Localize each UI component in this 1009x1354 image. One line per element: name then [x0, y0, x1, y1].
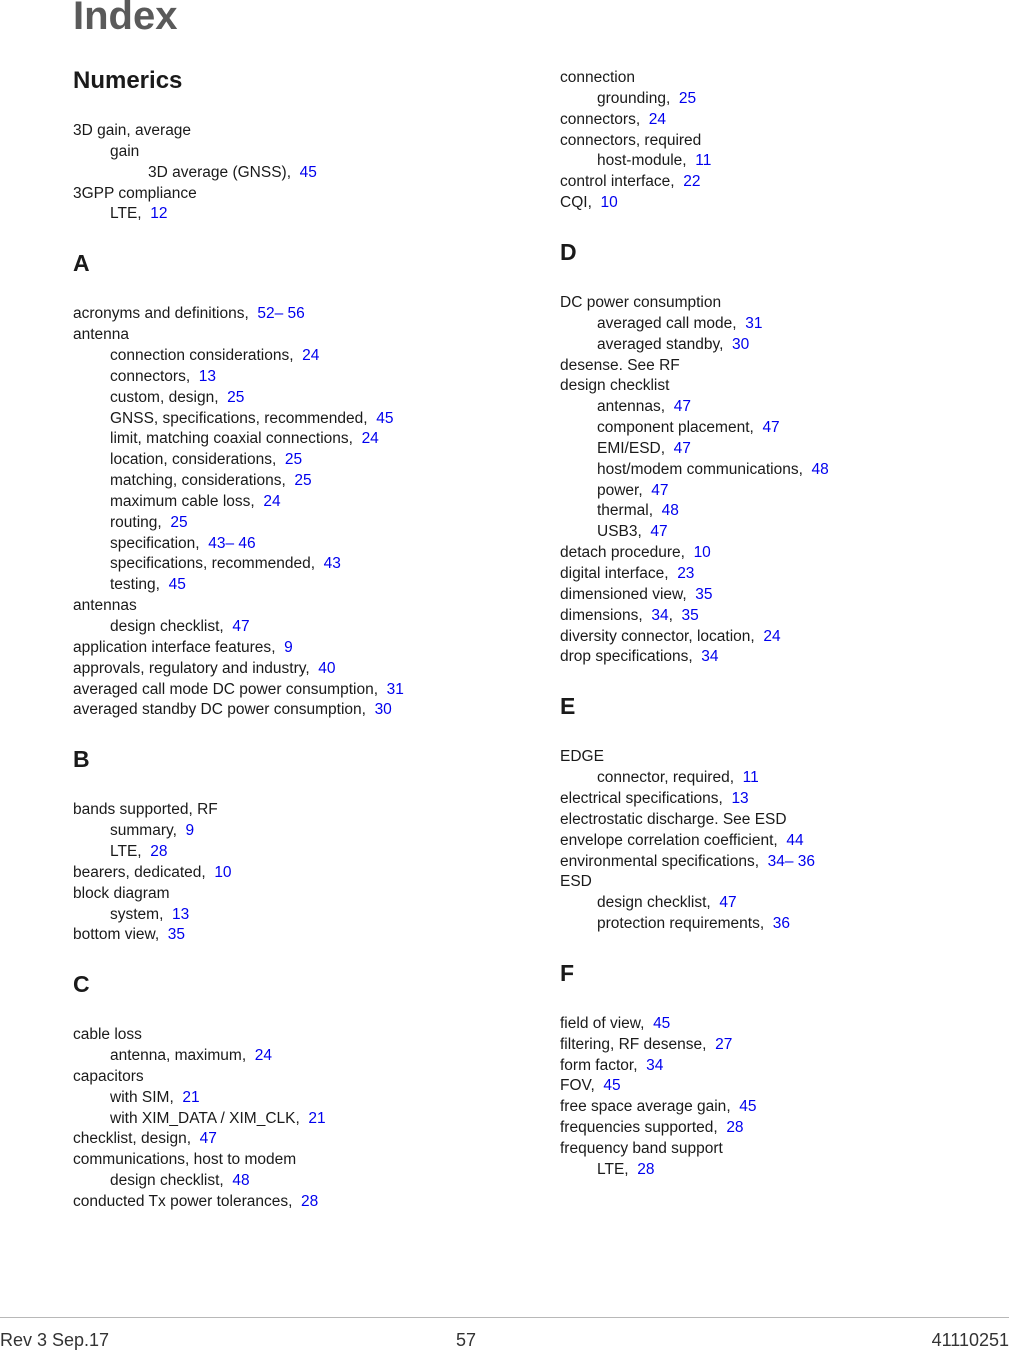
index-term: summary — [110, 822, 173, 840]
index-entry — [560, 376, 669, 396]
index-entry: acronyms and definitions, 52– 56 — [73, 305, 305, 323]
index-entry: specifications, recommended, 43 — [110, 555, 341, 573]
index-term: with SIM — [110, 1088, 170, 1106]
index-term: system — [110, 905, 160, 923]
page-link[interactable]: 30 — [374, 701, 392, 719]
index-term: electrostatic discharge. See ESD — [560, 810, 787, 828]
page-link[interactable]: 45 — [299, 163, 317, 181]
index-term: FOV — [560, 1077, 591, 1095]
page-link[interactable]: 45 — [603, 1077, 621, 1095]
index-term: environmental specifications — [560, 852, 755, 870]
index-entry: LTE, 12 — [110, 205, 168, 223]
index-term: LTE — [110, 205, 138, 223]
index-term: acronyms and definitions — [73, 305, 245, 323]
index-entry: maximum cable loss, 24 — [110, 492, 281, 510]
index-entry: dimensioned view, 35 — [560, 585, 713, 603]
page-link[interactable]: 28 — [637, 1160, 655, 1178]
index-term: antenna — [73, 326, 130, 344]
page-link[interactable]: 34– 36 — [767, 852, 816, 870]
index-term: CQI — [560, 194, 588, 212]
page-link[interactable]: 47 — [199, 1130, 217, 1148]
page-link[interactable]: 24 — [254, 1047, 272, 1065]
index-entry: testing, 45 — [110, 576, 186, 594]
index-entry: custom, design, 25 — [110, 388, 245, 406]
index-entry: bottom view, 35 — [73, 926, 186, 944]
index-entry: environmental specifications, 34– 36 — [560, 852, 816, 870]
page-link[interactable]: 11 — [695, 152, 712, 170]
index-term: bearers, dedicated — [73, 863, 202, 881]
index-entry: limit, matching coaxial connections, 24 — [110, 430, 379, 448]
index-entry: GNSS, specifications, recommended, 45 — [110, 409, 394, 427]
page-link[interactable]: 28 — [726, 1119, 744, 1137]
index-entry: averaged standby DC power consumption, 30 — [73, 701, 392, 719]
page-link[interactable]: 25 — [284, 451, 303, 469]
index-term: conducted Tx power tolerances — [73, 1193, 289, 1210]
index-term: digital interface — [560, 565, 665, 582]
index-term: block diagram — [73, 884, 170, 902]
index-entry: antennas, 47 — [597, 398, 691, 416]
index-term: connector, required — [597, 769, 730, 787]
index-entry: EMI/ESD, 47 — [597, 439, 691, 457]
index-term: drop specifications — [560, 648, 689, 666]
index-letter-heading: E — [560, 693, 576, 720]
index-entry: diversity connector, location, 24 — [560, 627, 781, 645]
index-entry: USB3, 47 — [597, 523, 668, 541]
index-term: field of view — [560, 1014, 641, 1032]
index-term: specifications, recommended — [110, 555, 311, 573]
footer-divider — [0, 1317, 1009, 1318]
page-link[interactable]: 47 — [651, 481, 669, 499]
index-term: routing — [110, 513, 158, 531]
index-entry: location, considerations, 25 — [110, 451, 303, 469]
index-letter-heading: C — [73, 971, 90, 998]
index-term: limit, matching coaxial connections — [110, 430, 349, 448]
index-entry — [560, 68, 635, 88]
page-link[interactable]: 9 — [185, 822, 195, 840]
index-term: antennas — [73, 597, 137, 615]
page-link[interactable]: 11 — [742, 769, 759, 787]
index-letter-heading: B — [73, 746, 90, 773]
index-entry: host/modem communications, 48 — [597, 460, 829, 478]
index-term: design checklist — [110, 1172, 220, 1190]
index-term: free space average gain — [560, 1098, 727, 1116]
index-entry — [73, 142, 139, 162]
index-entry: design checklist, 47 — [597, 894, 737, 912]
index-term: checklist, design — [73, 1130, 187, 1148]
page-link[interactable]: 10 — [693, 544, 711, 562]
page-link[interactable]: 45 — [653, 1014, 671, 1032]
index-entry — [560, 747, 604, 767]
index-term: electrical specifications — [560, 789, 719, 807]
index-entry: connectors, 13 — [110, 367, 216, 385]
index-term: antennas — [597, 398, 661, 416]
index-term: host/modem communications — [597, 460, 799, 478]
index-term: design checklist — [560, 377, 670, 395]
index-term: ESD — [560, 873, 592, 891]
index-term: testing — [110, 576, 156, 594]
page-link[interactable]: 36 — [772, 915, 791, 933]
index-term: protection requirements — [597, 915, 760, 933]
page-link[interactable]: 24 — [263, 492, 281, 510]
index-entry: grounding, 25 — [597, 89, 697, 107]
page-link[interactable]: 48 — [811, 460, 829, 478]
page-link[interactable]: 22 — [683, 173, 701, 191]
page-link[interactable]: 25 — [170, 513, 188, 531]
index-entry: drop specifications, 34 — [560, 648, 719, 666]
index-term: maximum cable loss — [110, 492, 251, 510]
index-term: EMI/ESD — [597, 439, 661, 457]
index-entry: form factor, 34 — [560, 1056, 664, 1074]
index-entry: with XIM_DATA / XIM_CLK, 21 — [110, 1109, 326, 1127]
index-term: connectors — [110, 367, 186, 385]
index-letter-heading: D — [560, 238, 577, 265]
page-link[interactable]: 24 — [648, 110, 666, 128]
index-term: control interface — [560, 173, 671, 191]
index-term: grounding — [597, 89, 666, 107]
page-link[interactable]: 13 — [172, 905, 190, 923]
page-link[interactable]: 25 — [294, 472, 312, 490]
index-entry: 3D average (GNSS), 45 — [148, 163, 317, 181]
index-entry: design checklist, 48 — [110, 1172, 250, 1190]
index-entry: field of view, 45 — [560, 1014, 671, 1032]
index-term: connectors — [560, 110, 636, 128]
index-term: thermal — [597, 502, 649, 520]
index-entry — [560, 872, 592, 892]
page-link[interactable]: 48 — [661, 502, 679, 520]
index-term: approvals, regulatory and industry — [73, 659, 306, 677]
index-entry: summary, 9 — [110, 822, 195, 840]
index-entry: bearers, dedicated, 10 — [73, 863, 232, 881]
page-link[interactable]: 10 — [600, 194, 618, 212]
index-term: specification — [110, 534, 196, 552]
index-entry: system, 13 — [110, 905, 190, 923]
index-entry: filtering, RF desense, 27 — [560, 1035, 733, 1053]
page-link[interactable]: 43– 46 — [208, 534, 256, 552]
page-link[interactable]: 24 — [302, 346, 320, 364]
page-link[interactable]: 35 — [681, 606, 699, 624]
index-term: bottom view — [73, 926, 155, 944]
index-term: antenna, maximum — [110, 1047, 242, 1065]
index-entry: connector, required, 11 — [597, 769, 759, 787]
footer-page-number: 57 — [456, 1330, 477, 1350]
page-link[interactable]: 21 — [182, 1088, 200, 1106]
index-term: LTE — [110, 842, 138, 860]
index-entry — [73, 121, 191, 141]
page-link[interactable]: 34 — [646, 1056, 664, 1074]
footer-revision: Rev 3 Sep.17 — [0, 1330, 110, 1350]
index-entry: CQI, 10 — [560, 194, 618, 212]
index-entry: approvals, regulatory and industry, 40 — [73, 659, 336, 677]
index-term: matching, considerations — [110, 472, 282, 490]
index-term: dimensioned view — [560, 585, 683, 603]
index-term: averaged call mode DC power consumption — [73, 680, 374, 698]
index-entry: electrical specifications, 13 — [560, 789, 749, 807]
index-entry — [560, 356, 680, 376]
index-entry: power, 47 — [597, 481, 669, 499]
index-entry — [560, 293, 721, 313]
index-term: design checklist — [597, 894, 707, 912]
index-term: cable loss — [73, 1026, 142, 1044]
index-entry: application interface features, 9 — [73, 638, 293, 656]
page-link[interactable]: 45 — [376, 409, 394, 427]
index-term: connectors, required — [560, 131, 702, 149]
index-term: form factor — [560, 1056, 634, 1074]
index-term: bands supported, RF — [73, 801, 218, 819]
page-link[interactable]: 24 — [361, 430, 379, 448]
page-link[interactable]: 35 — [695, 585, 713, 603]
page-link[interactable]: 43 — [323, 555, 341, 573]
index-term: application interface features — [73, 638, 272, 656]
page-link[interactable]: 40 — [318, 659, 336, 677]
page-title: Index — [73, 0, 178, 38]
page-link[interactable]: 13 — [198, 367, 216, 385]
index-term: LTE — [597, 1160, 625, 1178]
page-link[interactable]: 48 — [232, 1172, 250, 1190]
index-entry: dimensions, 34, 35 — [560, 606, 699, 624]
index-term: EDGE — [560, 748, 604, 766]
index-letter-heading: A — [73, 250, 90, 277]
page-link[interactable]: 47 — [762, 419, 780, 437]
index-entry: routing, 25 — [110, 513, 188, 531]
index-entry: detach procedure, 10 — [560, 544, 711, 562]
index-term: diversity connector, location — [560, 627, 751, 645]
index-entry: conducted Tx power tolerances, 28 — [73, 1193, 319, 1210]
index-term: 3D gain, average — [73, 122, 192, 139]
page-link[interactable]: 45 — [168, 576, 186, 594]
page-link[interactable]: 27 — [715, 1035, 733, 1053]
index-term: GNSS, specifications, recommended — [110, 409, 364, 427]
page-link[interactable]: 24 — [763, 627, 781, 645]
index-entry — [73, 596, 137, 616]
page-link[interactable]: 25 — [227, 388, 245, 406]
index-entry: free space average gain, 45 — [560, 1098, 757, 1116]
index-term: DC power consumption — [560, 293, 722, 311]
index-term: host-module — [597, 152, 683, 170]
page-link[interactable]: 28 — [301, 1193, 319, 1210]
page-link[interactable]: 35 — [167, 926, 186, 944]
index-entry — [73, 325, 129, 345]
index-term: detach procedure — [560, 544, 681, 562]
index-entry: digital interface, 23 — [560, 565, 695, 582]
index-term: averaged standby DC power consumption — [73, 701, 362, 719]
index-entry: component placement, 47 — [597, 419, 780, 437]
index-entry: host-module, 11 — [597, 152, 712, 170]
page-link[interactable]: 21 — [308, 1109, 326, 1127]
page-link[interactable]: 25 — [678, 89, 697, 107]
index-entry: FOV, 45 — [560, 1077, 621, 1095]
index-entry: LTE, 28 — [597, 1160, 655, 1178]
page-link[interactable]: 47 — [232, 618, 250, 635]
index-term: gain — [110, 142, 140, 160]
index-term: 3D average (GNSS) — [148, 163, 287, 181]
page-link[interactable]: 30 — [732, 335, 750, 353]
page-link[interactable]: 31 — [386, 680, 404, 698]
index-entry: design checklist, 47 — [110, 618, 250, 635]
index-entry — [73, 1150, 296, 1170]
footer-doc-number: 41110251 — [931, 1330, 1009, 1350]
index-term: USB3 — [597, 523, 638, 541]
index-entry — [560, 1139, 723, 1159]
index-term: design checklist — [110, 618, 220, 635]
index-term: filtering, RF desense — [560, 1035, 703, 1053]
index-term: frequency band support — [560, 1140, 723, 1157]
index-letter-heading: F — [560, 959, 575, 986]
index-term: capacitors — [73, 1067, 144, 1085]
page-link[interactable]: 47 — [650, 523, 668, 541]
index-term: connection — [560, 69, 635, 86]
index-entry — [73, 800, 218, 820]
index-term: averaged standby — [597, 335, 720, 353]
page-link[interactable]: 9 — [284, 638, 293, 656]
index-entry: control interface, 22 — [560, 173, 701, 191]
index-entry — [560, 131, 701, 151]
page-link[interactable]: 10 — [214, 863, 232, 881]
page-link[interactable]: 23 — [677, 565, 695, 582]
index-term: custom, design — [110, 388, 215, 406]
index-term: dimensions — [560, 606, 639, 624]
page-link[interactable]: 12 — [150, 205, 168, 223]
index-entry: envelope correlation coefficient, 44 — [560, 831, 804, 849]
index-term: 3GPP compliance — [73, 184, 197, 202]
index-entry: frequencies supported, 28 — [560, 1119, 744, 1137]
index-term: location, considerations — [110, 451, 272, 469]
index-entry — [73, 1067, 144, 1087]
page-link[interactable]: 47 — [719, 894, 737, 912]
index-entry: connection considerations, 24 — [110, 346, 320, 364]
index-entry: specification, 43– 46 — [110, 534, 256, 552]
page-link[interactable]: 28 — [150, 842, 168, 860]
page-link[interactable]: 34 — [701, 648, 719, 666]
index-term: power — [597, 481, 639, 499]
index-entry — [560, 810, 787, 830]
index-entry: thermal, 48 — [597, 502, 679, 520]
page-link[interactable]: 31 — [745, 314, 763, 332]
index-letter-heading: Numerics — [73, 67, 183, 94]
page-link[interactable]: 47 — [673, 398, 691, 416]
index-entry: averaged call mode, 31 — [597, 314, 763, 332]
index-entry: antenna, maximum, 24 — [110, 1047, 272, 1065]
index-entry: with SIM, 21 — [110, 1088, 200, 1106]
index-entry: matching, considerations, 25 — [110, 472, 312, 490]
page-link[interactable]: 47 — [673, 439, 691, 457]
page-link[interactable]: 34 — [651, 606, 669, 624]
index-term: frequencies supported — [560, 1119, 714, 1137]
index-term: averaged call mode — [597, 314, 733, 332]
index-entry: protection requirements, 36 — [597, 915, 791, 933]
index-term: communications, host to modem — [73, 1151, 297, 1169]
index-entry: averaged call mode DC power consumption, 31 — [73, 680, 404, 698]
index-entry — [73, 884, 170, 904]
page-link[interactable]: 52– 56 — [257, 305, 305, 323]
index-entry — [73, 1025, 142, 1045]
index-term: envelope correlation coefficient — [560, 831, 774, 849]
index-entry: LTE, 28 — [110, 842, 168, 860]
index-entry: averaged standby, 30 — [597, 335, 750, 353]
index-entry: connectors, 24 — [560, 110, 666, 128]
page-link[interactable]: 44 — [786, 831, 804, 849]
page-link[interactable]: 45 — [739, 1098, 757, 1116]
index-entry: checklist, design, 47 — [73, 1130, 217, 1148]
index-term: component placement — [597, 419, 750, 437]
index-term: connection considerations — [110, 346, 290, 364]
index-entry — [73, 184, 197, 204]
index-term: desense. See RF — [560, 356, 680, 374]
page-link[interactable]: 13 — [731, 789, 749, 807]
index-term: with XIM_DATA / XIM_CLK — [110, 1109, 296, 1127]
